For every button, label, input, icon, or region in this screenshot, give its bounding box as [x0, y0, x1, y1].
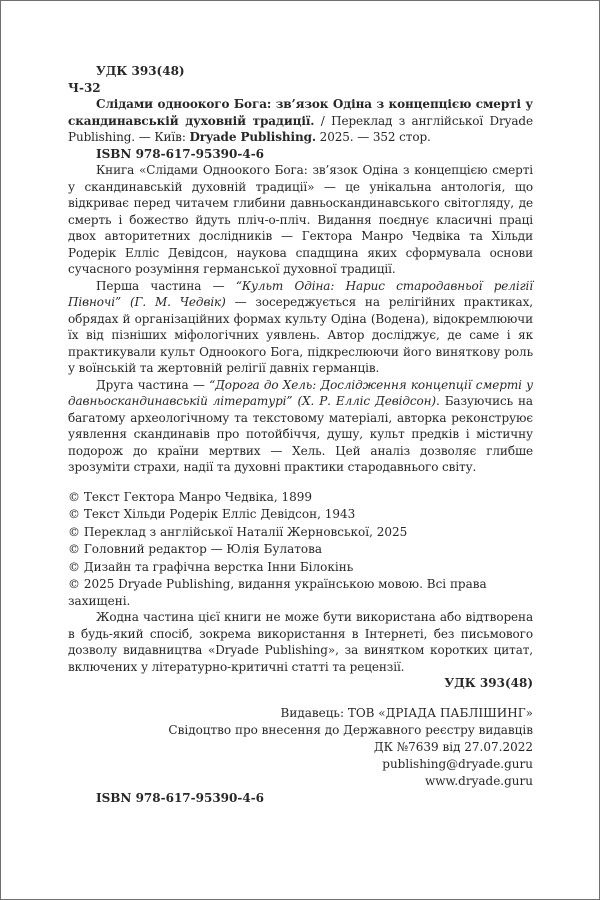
copyright-line: © Текст Хільди Родерік Елліс Девідсон, 1943	[68, 507, 356, 521]
copyright-line: © Текст Гектора Манро Чедвіка, 1899	[68, 489, 312, 504]
copyright-line: © Дизайн та графічна верстка Інни Білокінь	[68, 559, 354, 574]
part-one-description	[68, 278, 533, 377]
part-one-title: “Культ Одіна: Нарис стародавньої релігії Півночі” (Г. М. Чедвік)	[68, 278, 533, 309]
bibliographic-tail: 2025. — 352 стор.	[315, 130, 431, 144]
copyright-line: © Переклад з англійської Наталії Жерновської, 2025	[68, 524, 408, 539]
udc-classification-bottom: УДК 393(48)	[444, 676, 533, 690]
part-two-body: . Базуючись на багатому археологічному та текстовому матеріалі, авторка реконструює уявлення скандинавів про потойбіччя, душу, культ предків і містичну подорож до країни мертвих — Хель. Цей аналіз дозволяє глибше зрозуміти страхи, надії та духовні практики стародавнього світу.	[68, 394, 533, 474]
udc-classification: УДК 393(48)	[96, 64, 185, 78]
author-sign: Ч-32	[68, 80, 101, 95]
copyright-list	[68, 489, 533, 577]
registry-certificate: Свідоцтво про внесення до Державного реєстру видавців	[168, 722, 533, 737]
copyright-line: © Головний редактор — Юлія Булатова	[68, 542, 322, 556]
registry-number: ДК №7639 від 27.07.2022	[373, 739, 533, 754]
publisher-website: www.dryade.guru	[424, 773, 533, 788]
reproduction-notice: Жодна частина цієї книги не може бути використана або відтворена в будь-який спосіб, зокрема використання в Інтернеті, без письмового дозволу видавництва «Dryade Publishing», за винятком коротких цитат, включених у літературно-критичні статті та рецензії.	[68, 610, 533, 674]
publisher-name-bold: Dryade Publishing.	[189, 130, 316, 144]
part-two-title: “Дорога до Хель: Дослідження концепції смерті у давньоскандинавській літературі” (Х. Р. Елліс Девідсон)	[68, 377, 533, 408]
isbn: ISBN 978-617-95390-4-6	[96, 146, 265, 161]
bibliographic-entry	[68, 96, 533, 146]
publisher-name: Видавець: ТОВ «ДРІАДА ПАБЛІШИНГ»	[280, 705, 533, 720]
rights-reserved-line: © 2025 Dryade Publishing, видання українською мовою. Всі права захищені.	[68, 577, 487, 608]
part-two-description	[68, 377, 533, 476]
part-two-lead: Друга частина —	[96, 377, 210, 392]
part-one-body: — зосереджується на релігійних практиках, обрядах й організаційних формах культу Одіна (Водена), відокремлюючи їх від пізніших міфологічних уявлень. Автор досліджує, де саме і як практикували культ Одноокого Бога, підкреслюючи його виняткову роль у воїнській та жертовній релігії давніх германців.	[68, 295, 533, 375]
isbn-bottom: ISBN 978-617-95390-4-6	[96, 790, 265, 805]
part-one-lead: Перша частина —	[96, 278, 236, 293]
bibliographic-details: / Переклад з англійської Dryade Publishing. — Київ:	[68, 113, 534, 144]
publisher-email: publishing@dryade.guru	[382, 756, 533, 771]
book-title: Слідами одноокого Бога: зв’язок Одіна з концепцією смерті у скандинавській духовній традиції.	[68, 97, 533, 128]
book-annotation: Книга «Слідами Одноокого Бога: зв’язок Одіна з концепцією смерті у скандинавській духовній традиції» — це унікальна антологія, що відкриває перед читачем глибини давньоскандинавського світогляду, де смерть і божество йдуть пліч-о-пліч. Видання поєднує класичні праці двох авторитетних дослідників — Гектора Манро Чедвіка та Хільди Родерік Елліс Девідсон, наукова спадщина яких сформувала основи сучасного розуміння германської духовної традиції.	[68, 163, 533, 276]
publisher-block	[68, 705, 533, 790]
